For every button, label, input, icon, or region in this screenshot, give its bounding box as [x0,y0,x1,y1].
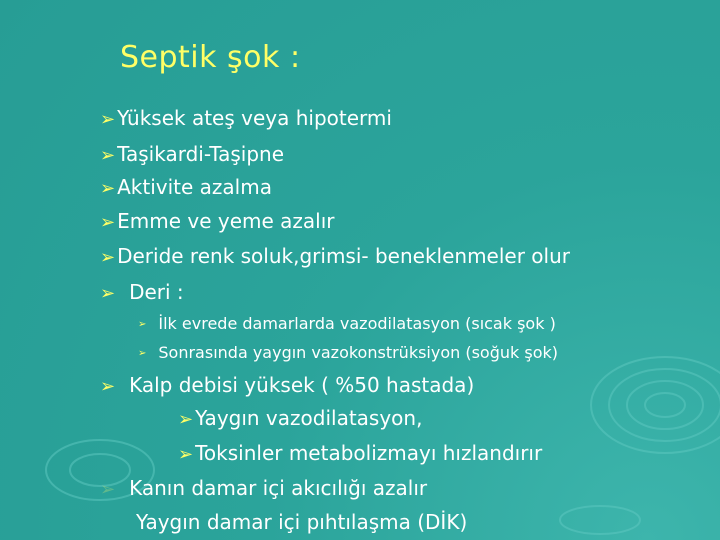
bullet-item [100,142,284,168]
bullet-text: Yüksek ateş veya hipotermi [117,106,392,130]
bullet-text: Yaygın damar içi pıhtılaşma (DİK) [136,510,468,534]
arrow-bullet-icon: ➢ [138,348,147,359]
bullet-item [100,476,427,502]
bullet-text: Aktivite azalma [117,175,272,199]
arrow-bullet-icon: ➢ [100,145,116,166]
nested-bullet-text: Toksinler metabolizmayı hızlandırır [195,441,543,465]
arrow-bullet-icon: ➢ [100,283,116,304]
nested-bullet-item [178,441,542,467]
sub-bullet-text: İlk evrede damarlarda vazodilatasyon (sıcak şok ) [158,314,556,333]
nested-bullet-item [178,406,422,432]
arrow-bullet-icon: ➢ [100,212,116,233]
bullet-item [100,280,184,306]
bullet-item [100,175,272,201]
plain-text-line [136,510,467,534]
bullet-text: Kalp debisi yüksek ( %50 hastada) [129,373,475,397]
arrow-bullet-icon: ➢ [100,247,116,268]
bullet-text: Kanın damar içi akıcılığı azalır [129,476,428,500]
bullet-item [100,209,335,235]
arrow-bullet-icon: ➢ [138,319,147,330]
arrow-bullet-icon: ➢ [100,376,116,397]
arrow-bullet-icon: ➢ [178,444,194,465]
bullet-item [100,244,570,270]
bullet-item [100,373,474,399]
arrow-bullet-icon: ➢ [100,479,116,500]
arrow-bullet-icon: ➢ [100,109,116,130]
sub-bullet-item [138,312,556,337]
bullet-text: Taşikardi-Taşipne [117,142,285,166]
bullet-item [100,106,392,132]
slide-title: Septik şok : [120,40,301,75]
arrow-bullet-icon: ➢ [100,178,116,199]
nested-bullet-text: Yaygın vazodilatasyon, [195,406,423,430]
bullet-text: Deri : [129,280,184,304]
bullet-text: Emme ve yeme azalır [117,209,335,233]
sub-bullet-text: Sonrasında yaygın vazokonstrüksiyon (soğuk şok) [158,343,558,362]
sub-bullet-item [138,341,558,366]
arrow-bullet-icon: ➢ [178,409,194,430]
bullet-text: Deride renk soluk,grimsi- beneklenmeler olur [117,244,570,268]
